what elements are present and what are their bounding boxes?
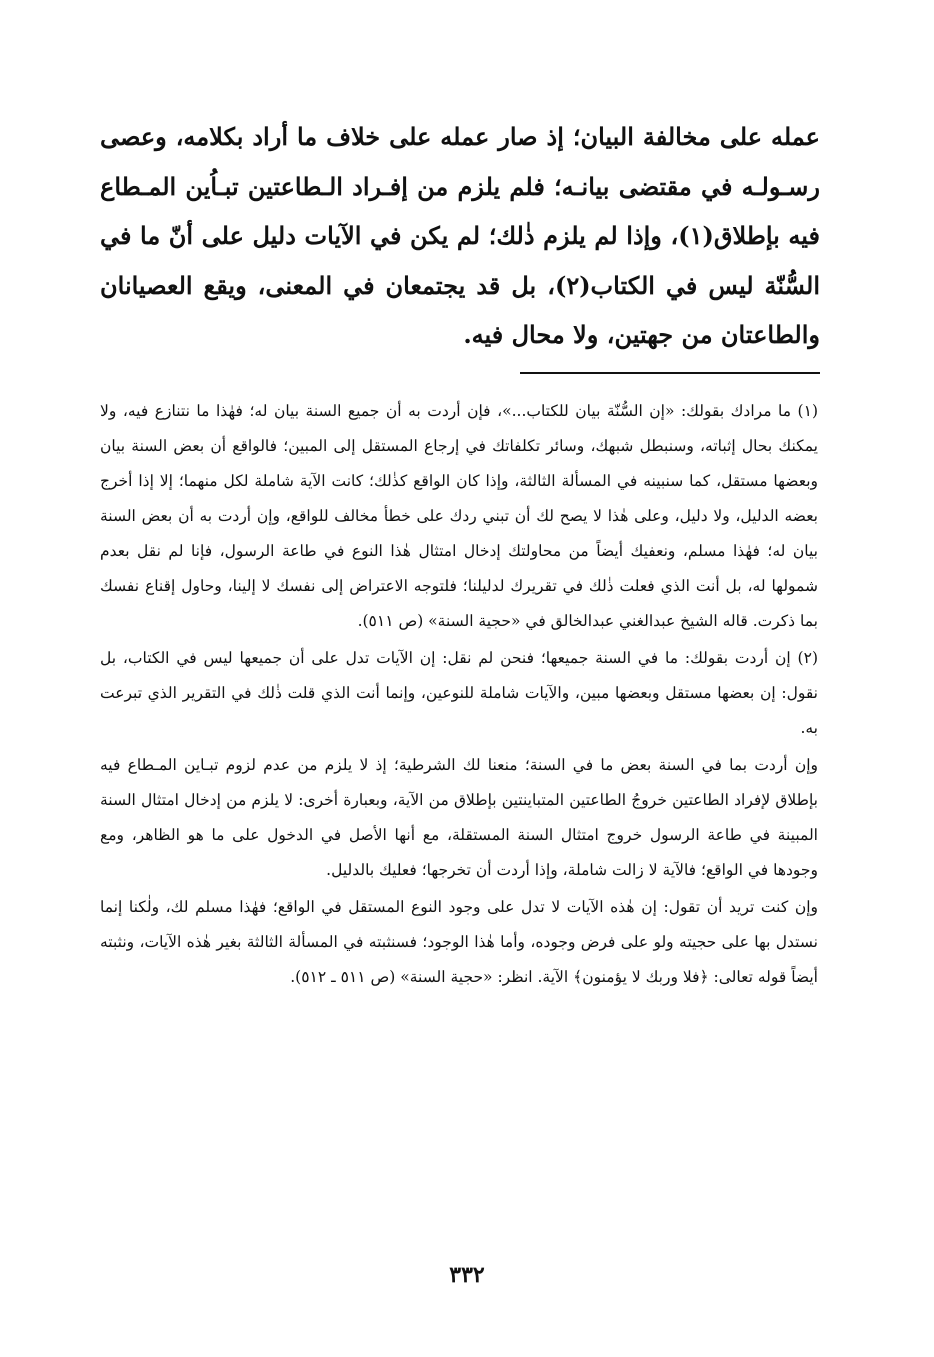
footnotes-block bbox=[100, 394, 818, 997]
main-paragraph: عمله على مخالفة البيان؛ إذ صار عمله على خلاف ما أراد بكلامه، وعصى رسـولـه في مقتضى بيانـه؛ فلم يلزم من إفـراد الـطاعتين تبـاُين المـطاع فيه بإطلاق(١)، وإذا لم يلزم ذٰلك؛ لم يكن في الآيات دليل على أنّ ما في السُّنّة ليس في الكتاب(٢)، بل قد يجتمعان في المعنى، ويقع العصيانان والطاعتان من جهتين، ولا محال فيه. bbox=[100, 122, 821, 349]
footnote-2-continuation-a: وإن أردت بما في السنة بعض ما في السنة؛ منعنا لك الشرطية؛ إذ لا يلزم من عدم لزوم تبـاين المـطاع فيه بإطلاق لإفراد الطاعتين خروجُ الطاعتين المتباينتين بإطلاق من الآية، وبعبارة أخرى: لا يلزم من إدخال امتثال السنة المبينة في طاعة الرسول خروج امتثال السنة المستقلة، مع أنها الأصل في الدخول على ما هو الظاهر، ومع وجودها في الواقع؛ فالآية لا زالت شاملة، وإذا أردت أن تخرجها؛ فعليك بالدليل. bbox=[100, 756, 818, 879]
footnote-2: (٢) إن أردت بقولك: ما في السنة جميعها؛ فنحن لم نقل: إن الآيات تدل على أن جميعها ليس في الكتاب، بل نقول: إن بعضها مستقل وبعضها مبين، والآيات شاملة للنوعين، وإنما أنت الذي قلت ذٰلك في التقرير الذي تبرعت به. bbox=[100, 649, 818, 737]
page-number: ٣٣٢ bbox=[449, 1262, 485, 1288]
footnote-1: (١) ما مرادك بقولك: «إن السُّنّة بيان للكتاب...»، فإن أردت به أن جميع السنة بيان له؛ فهٰذا ما نتنازع فيه، ولا يمكنك بحال إثباته، وسنبطل شبهك، وسائر تكلفاتك في إرجاع المستقل إلى المبين؛ فالواقع أن بعض السنة بيان وبعضها مستقل، كما سنبينه في المسألة الثالثة، وإذا كان الواقع كذٰلك؛ كانت الآية شاملة لكل منهما؛ إلا إذا أخرج بعضه الدليل، ولا دليل، وعلى هٰذا لا يصح لك أن تبني ردك على خطأ مخالف للواقع، وإن أردت به أن بعض السنة بيان له؛ فهٰذا مسلم، ونعفيك أيضاً من محاولتك إدخال امتثال هٰذا النوع في طاعة الرسول، فإنا لم نقل بعدم شمولها له، بل أنت الذي فعلت ذٰلك في تقريرك لدليلنا؛ فلتوجه الاعتراض إلى نفسك لا إلينا، وحاول إقناع نفسك بما ذكرت. قاله الشيخ عبدالغني عبدالخالق في «حجية السنة» (ص ٥١١). bbox=[100, 402, 818, 630]
footnote-2-continuation-b: وإن كنت تريد أن تقول: إن هٰذه الآيات لا تدل على وجود النوع المستقل في الواقع؛ فهٰذا مسلم لك، ولٰكنا إنما نستدل بها على حجيته ولو على فرض وجوده، وأما هٰذا الوجود؛ فسنثبته في المسألة الثالثة بغير هٰذه الآيات، ونثبته أيضاً قوله تعالى: ﴿فلا وربك لا يؤمنون﴾ الآية. انظر: «حجية السنة» (ص ٥١١ ـ ٥١٢). bbox=[100, 898, 818, 986]
footnote-separator-rule bbox=[520, 372, 820, 374]
main-text-block bbox=[100, 112, 820, 360]
